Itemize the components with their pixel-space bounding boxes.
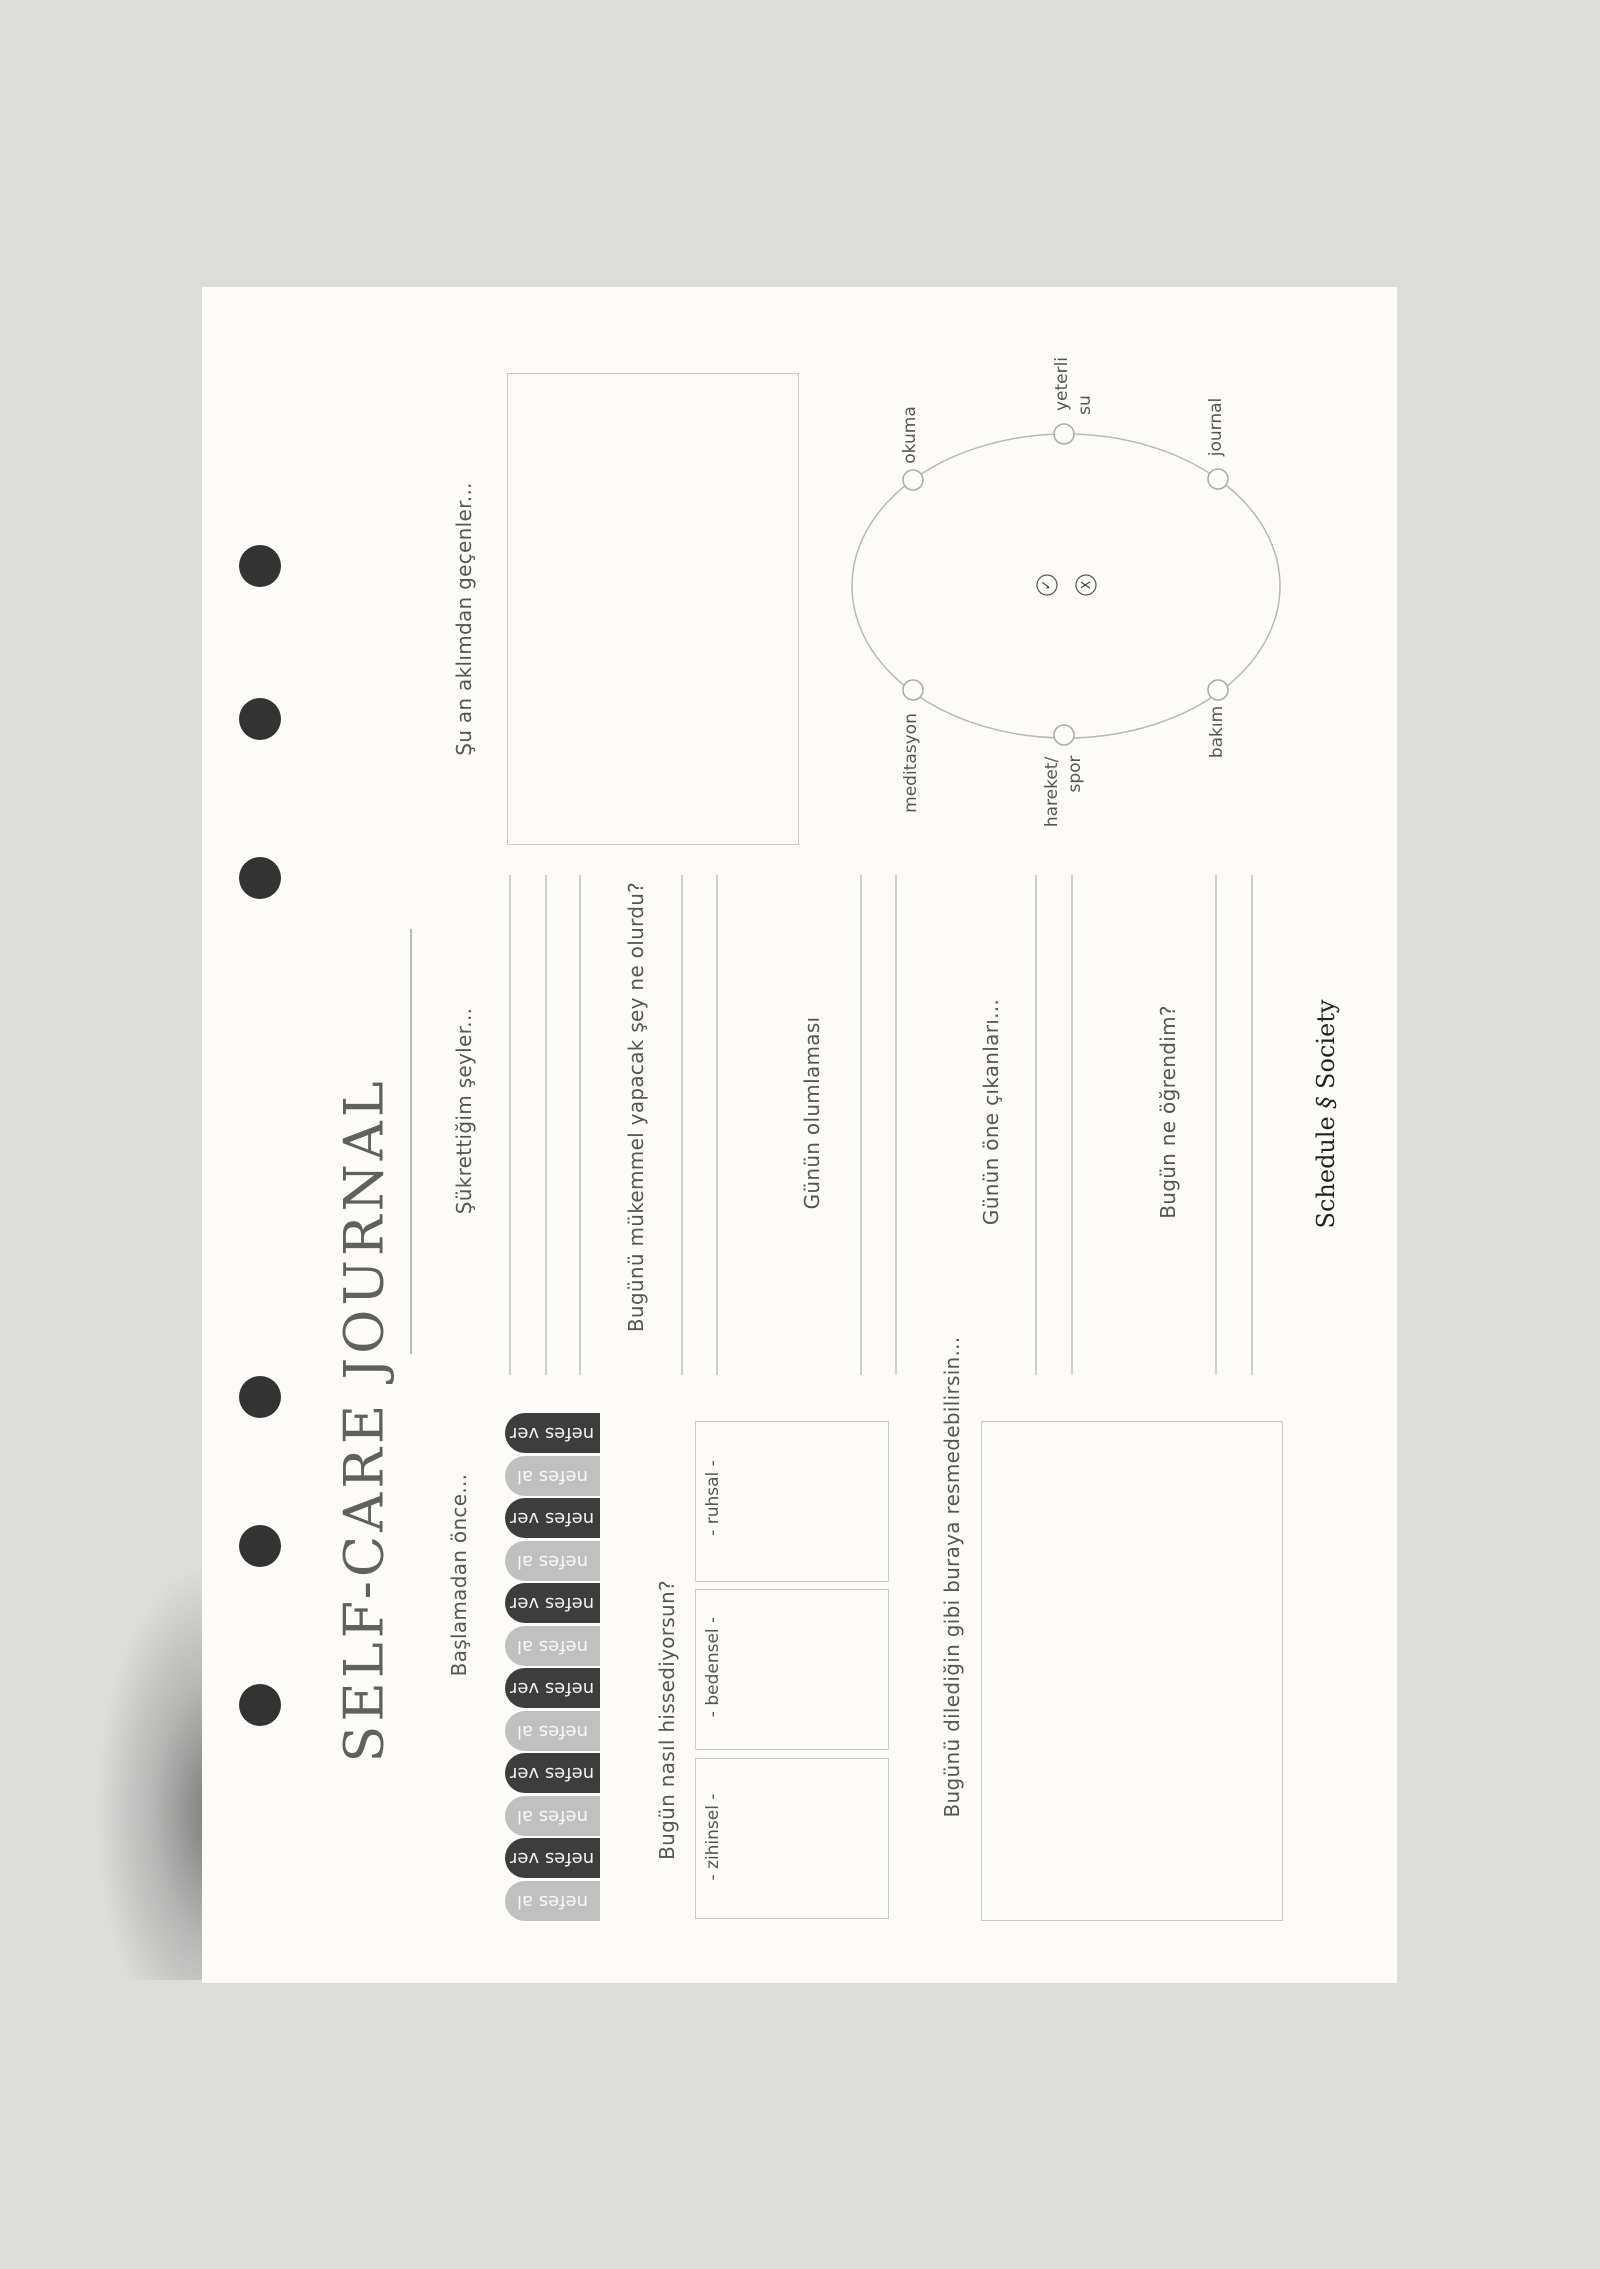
breath-text: nefes ver [510,1507,595,1529]
feeling-label-zihinsel: - zihinsel - [703,1793,723,1881]
legend-check-icon: ✓ [1039,579,1055,591]
habit-check-circle-su[interactable] [1054,424,1074,444]
habit-label-hareket: hareket/ [1042,756,1062,828]
perfect-day-label: Bugünü mükemmel yapacak şey ne olurdu? [624,881,648,1333]
breath-text: nefes ver [510,1422,595,1444]
breath-text: nefes al [516,1805,589,1827]
learned-label: Bugün ne öğrendim? [1156,1005,1180,1219]
breath-text: nefes ver [510,1592,595,1614]
feeling-label-ruhsal: - ruhsal - [703,1460,723,1536]
mind-label: Şu an aklımdan geçenler... [452,482,476,756]
before-start-label: Başlamadan önce... [447,1473,471,1677]
breath-text: nefes ver [510,1677,595,1699]
breath-text: nefes ver [510,1847,595,1869]
affirmation-label: Günün olumlaması [800,1016,824,1210]
breath-text: nefes al [516,1635,589,1657]
page-title: SELF-CARE JOURNAL [332,1077,396,1763]
habit-wheel [202,287,1397,1983]
breath-text: nefes al [516,1720,589,1742]
habit-label-spor: spor [1065,755,1085,793]
habit-check-circle-okuma[interactable] [903,470,923,490]
brand-left: Schedule [1312,1116,1340,1229]
draw-day-label: Bugünü dilediğin gibi buraya resmedebilirsin... [940,1336,964,1818]
brand-right: Society [1312,999,1340,1089]
habit-check-circle-journal[interactable] [1208,469,1228,489]
feeling-label-bedensel: - bedensel - [703,1616,723,1718]
breath-text: nefes al [516,1890,589,1912]
brand-mark: § [1312,1096,1340,1109]
habit-label-meditasyon: meditasyon [901,713,921,813]
legend-cross-icon: X [1079,580,1093,590]
breath-text: nefes al [516,1550,589,1572]
habit-label-bakim: bakım [1207,705,1227,759]
habit-label-okuma: okuma [900,406,920,464]
habit-check-circle-spor[interactable] [1054,725,1074,745]
journal-page [202,287,1397,1983]
highlights-label: Günün öne çıkanları... [979,998,1003,1226]
breath-text: nefes ver [510,1762,595,1784]
gratitude-label: Şükrettiğim şeyler... [452,1007,476,1215]
feeling-label: Bugün nasıl hissediyorsun? [655,1580,679,1860]
habit-label-yeterli: yeterli [1052,356,1072,412]
habit-check-circle-meditasyon[interactable] [903,680,923,700]
habit-label-journal: journal [1206,397,1226,457]
habit-check-circle-bakim[interactable] [1208,680,1228,700]
habit-label-su: su [1075,395,1095,415]
breath-text: nefes al [516,1465,589,1487]
